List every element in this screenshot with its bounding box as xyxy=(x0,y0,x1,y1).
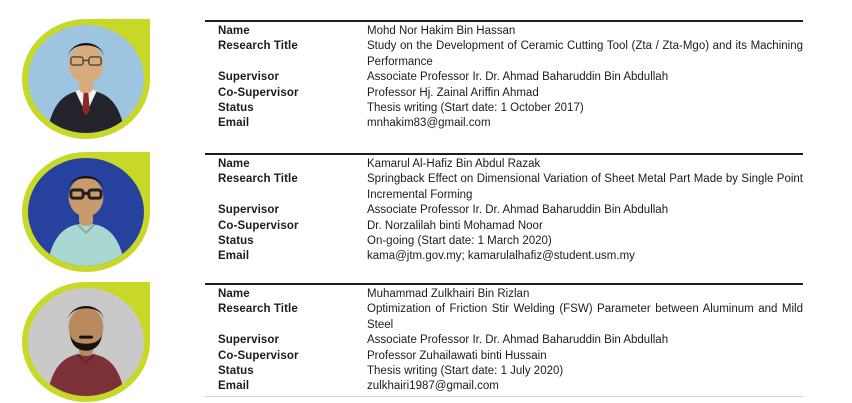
member-research-title-value: Optimization of Friction Stir Welding (FSW) Parameter between Aluminum and Mild Steel xyxy=(367,303,803,331)
member-status-value: Thesis writing (Start date: 1 October 2017) xyxy=(367,102,584,115)
info-row-research-title xyxy=(205,302,803,333)
member-row xyxy=(0,283,852,401)
field-label-email: Email xyxy=(218,117,250,130)
person-avatar-illustration xyxy=(28,158,144,266)
member-row xyxy=(0,20,852,138)
person-avatar-illustration xyxy=(28,288,144,396)
info-row-email xyxy=(205,116,803,131)
member-co-supervisor-value: Professor Zuhailawati binti Hussain xyxy=(367,349,547,362)
field-label-research-title: Research Title xyxy=(218,173,298,186)
field-label-name: Name xyxy=(218,25,250,37)
info-row-supervisor xyxy=(205,333,803,348)
member-info-table xyxy=(205,283,803,395)
info-row-co-supervisor xyxy=(205,349,803,364)
member-portrait xyxy=(28,25,144,133)
info-row-status xyxy=(205,101,803,116)
member-name-value: Mohd Nor Hakim Bin Hassan xyxy=(367,25,516,37)
member-research-title-value: Study on the Development of Ceramic Cutting Tool (Zta / Zta-Mgo) and its Machining Performance xyxy=(367,40,803,68)
member-row xyxy=(0,153,852,271)
member-supervisor-value: Associate Professor Ir. Dr. Ahmad Baharuddin Bin Abdullah xyxy=(367,204,669,217)
member-status-value: Thesis writing (Start date: 1 July 2020) xyxy=(367,365,564,378)
field-label-status: Status xyxy=(218,102,254,115)
member-email-value: mnhakim83@gmail.com xyxy=(367,117,491,130)
member-co-supervisor-value: Dr. Norzalilah binti Mohamad Noor xyxy=(367,219,543,232)
field-label-supervisor: Supervisor xyxy=(218,204,280,217)
field-label-supervisor: Supervisor xyxy=(218,334,280,347)
person-avatar-illustration xyxy=(28,25,144,133)
member-portrait xyxy=(28,158,144,266)
info-row-co-supervisor xyxy=(205,86,803,101)
info-row-supervisor xyxy=(205,203,803,218)
member-status-value: On-going (Start date: 1 March 2020) xyxy=(367,235,552,248)
field-label-supervisor: Supervisor xyxy=(218,71,280,84)
field-label-co-supervisor: Co-Supervisor xyxy=(218,349,299,362)
field-label-research-title: Research Title xyxy=(218,303,298,316)
member-photo xyxy=(22,19,150,139)
member-name-value: Kamarul Al-Hafiz Bin Abdul Razak xyxy=(367,158,541,170)
info-row-status xyxy=(205,364,803,379)
field-label-status: Status xyxy=(218,365,254,378)
member-supervisor-value: Associate Professor Ir. Dr. Ahmad Baharuddin Bin Abdullah xyxy=(367,334,669,347)
info-row-name xyxy=(205,287,803,302)
info-row-email xyxy=(205,249,803,264)
member-info-table xyxy=(205,153,803,265)
field-label-name: Name xyxy=(218,288,250,300)
info-row-name xyxy=(205,157,803,172)
field-label-co-supervisor: Co-Supervisor xyxy=(218,219,299,232)
info-row-status xyxy=(205,234,803,249)
info-row-research-title xyxy=(205,39,803,70)
info-row-supervisor xyxy=(205,70,803,85)
info-row-name xyxy=(205,24,803,39)
field-label-name: Name xyxy=(218,158,250,170)
member-photo xyxy=(22,282,150,402)
field-label-co-supervisor: Co-Supervisor xyxy=(218,86,299,99)
field-label-status: Status xyxy=(218,235,254,248)
field-label-email: Email xyxy=(218,250,250,263)
info-row-co-supervisor xyxy=(205,219,803,234)
member-name-value: Muhammad Zulkhairi Bin Rizlan xyxy=(367,288,530,300)
member-portrait xyxy=(28,288,144,396)
photo-accent-shape xyxy=(22,152,150,272)
bottom-divider xyxy=(205,396,803,397)
member-research-title-value: Springback Effect on Dimensional Variation of Sheet Metal Part Made by Single Point Incremental Forming xyxy=(367,173,803,201)
member-info-table xyxy=(205,20,803,132)
field-label-research-title: Research Title xyxy=(218,40,298,53)
info-row-research-title xyxy=(205,172,803,203)
member-email-value: kama@jtm.gov.my; kamarulalhafiz@student.usm.my xyxy=(367,250,635,263)
member-photo xyxy=(22,152,150,272)
field-label-email: Email xyxy=(218,380,250,393)
member-supervisor-value: Associate Professor Ir. Dr. Ahmad Baharuddin Bin Abdullah xyxy=(367,71,669,84)
member-co-supervisor-value: Professor Hj. Zainal Ariffin Ahmad xyxy=(367,86,539,99)
photo-accent-shape xyxy=(22,282,150,402)
member-email-value: zulkhairi1987@gmail.com xyxy=(367,380,499,393)
info-row-email xyxy=(205,379,803,394)
photo-accent-shape xyxy=(22,19,150,139)
